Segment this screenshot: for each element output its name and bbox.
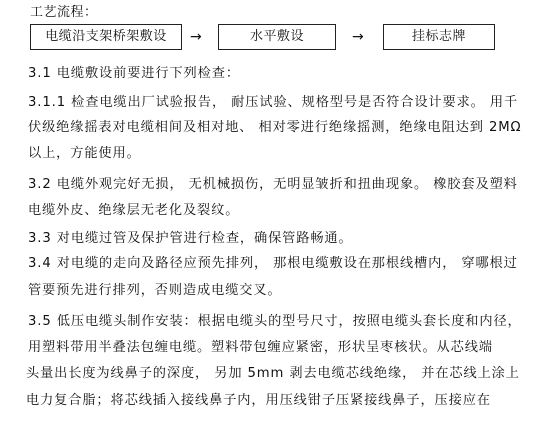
- section-title: 工艺流程：: [30, 5, 98, 20]
- paragraph-line: 以上，方能使用。: [28, 146, 141, 161]
- process-flow: [0, 24, 534, 54]
- paragraph-line: 3.2 电缆外观完好无损， 无机械损伤，无明显皱折和扭曲现象。 橡胶套及塑料: [28, 177, 518, 192]
- paragraph-line: 管要预先进行排列，否则造成电缆交叉。: [28, 283, 282, 298]
- paragraph-line: 3.1 电缆敷设前要进行下列检查：: [28, 66, 240, 81]
- paragraph-line: 伏级绝缘摇表对电缆相间及相对地、 相对零进行绝缘摇测，绝缘电阻达到 2MΩ: [28, 120, 522, 135]
- paragraph-line: 电缆外皮、绝缘层无老化及裂纹。: [28, 203, 240, 218]
- paragraph-line: 电力复合脂；将芯线插入接线鼻子内，用压线钳子压紧接线鼻子，压接应在: [26, 393, 491, 408]
- paragraph-line: 3.5 低压电缆头制作安装：根据电缆头的型号尺寸，按照电缆头套长度和内径，: [28, 314, 522, 329]
- flow-step-horizontal-laying: 水平敷设: [218, 24, 336, 50]
- paragraph-line: 头量出长度为线鼻子的深度， 另加 5mm 剥去电缆芯线绝缘， 并在芯线上涂上: [26, 366, 520, 381]
- paragraph-line: 3.4 对电缆的走向及路径应预先排列， 那根电缆敷设在那根线槽内， 穿哪根过: [28, 256, 518, 271]
- paragraph-line: 用塑料带用半叠法包缠电缆。塑料带包缠应紧密，形状呈枣核状。从芯线端: [28, 340, 493, 355]
- paragraph-line: 3.3 对电缆过管及保护管进行检查，确保管路畅通。: [28, 231, 353, 246]
- flow-step-hang-sign: 挂标志牌: [383, 24, 495, 50]
- flow-step-cable-tray-laying: 电缆沿支架桥架敷设: [30, 24, 182, 50]
- paragraph-line: 3.1.1 检查电缆出厂试验报告， 耐压试验、规格型号是否符合设计要求。 用千: [28, 95, 519, 110]
- flow-arrow-icon: →: [352, 29, 364, 45]
- flow-arrow-icon: →: [190, 29, 202, 45]
